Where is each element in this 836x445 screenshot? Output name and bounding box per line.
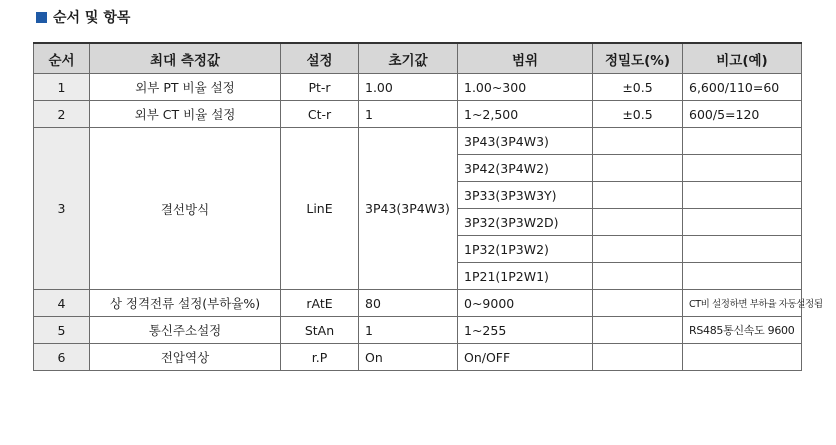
accuracy-value	[593, 290, 683, 317]
initial-value: 1	[359, 317, 458, 344]
wiring-option: 3P32(3P3W2D)	[458, 209, 593, 236]
column-header: 정밀도(%)	[593, 43, 683, 74]
initial-value: 80	[359, 290, 458, 317]
note-value	[683, 236, 802, 263]
row-number: 3	[34, 128, 90, 290]
accuracy-value	[593, 155, 683, 182]
wiring-option: 3P43(3P4W3)	[458, 128, 593, 155]
note-value: CT비 설정하면 부하율 자동설정됨	[683, 290, 802, 317]
setting-code: r.P	[281, 344, 359, 371]
section-heading	[36, 7, 130, 27]
note-value: 600/5=120	[683, 101, 802, 128]
row-number: 6	[34, 344, 90, 371]
column-header: 초기값	[359, 43, 458, 74]
initial-value: 1.00	[359, 74, 458, 101]
item-name: 상 정격전류 설정(부하율%)	[90, 290, 281, 317]
accuracy-value	[593, 128, 683, 155]
accuracy-value	[593, 263, 683, 290]
setting-code: LinE	[281, 128, 359, 290]
range-value: 0~9000	[458, 290, 593, 317]
setting-code: Pt-r	[281, 74, 359, 101]
note-value	[683, 263, 802, 290]
note-value	[683, 209, 802, 236]
section-title: 순서 및 항목	[53, 10, 131, 26]
column-header: 범위	[458, 43, 593, 74]
accuracy-value: ±0.5	[593, 101, 683, 128]
table-row	[34, 128, 802, 155]
table-row	[34, 74, 802, 101]
settings-table	[33, 42, 823, 371]
range-value: 1~2,500	[458, 101, 593, 128]
table-row	[34, 317, 802, 344]
column-header: 최대 측정값	[90, 43, 281, 74]
column-header: 설정	[281, 43, 359, 74]
table-row	[34, 290, 802, 317]
accuracy-value	[593, 236, 683, 263]
item-name: 전압역상	[90, 344, 281, 371]
initial-value: 3P43(3P4W3)	[359, 128, 458, 290]
range-value: 1~255	[458, 317, 593, 344]
table-header-row	[34, 43, 802, 74]
initial-value: 1	[359, 101, 458, 128]
note-value: 6,600/110=60	[683, 74, 802, 101]
setting-code: Ct-r	[281, 101, 359, 128]
item-name: 외부 CT 비율 설정	[90, 101, 281, 128]
note-value	[683, 344, 802, 371]
note-value	[683, 182, 802, 209]
item-name: 외부 PT 비율 설정	[90, 74, 281, 101]
table-row	[34, 101, 802, 128]
initial-value: On	[359, 344, 458, 371]
row-number: 1	[34, 74, 90, 101]
accuracy-value	[593, 317, 683, 344]
row-number: 4	[34, 290, 90, 317]
accuracy-value	[593, 344, 683, 371]
row-number: 2	[34, 101, 90, 128]
wiring-option: 1P32(1P3W2)	[458, 236, 593, 263]
wiring-option: 3P33(3P3W3Y)	[458, 182, 593, 209]
note-value	[683, 128, 802, 155]
item-name: 통신주소설정	[90, 317, 281, 344]
note-value: RS485통신속도 9600	[683, 317, 802, 344]
setting-code: StAn	[281, 317, 359, 344]
range-value: On/OFF	[458, 344, 593, 371]
accuracy-value	[593, 209, 683, 236]
range-value: 1.00~300	[458, 74, 593, 101]
note-value	[683, 155, 802, 182]
wiring-option: 3P42(3P4W2)	[458, 155, 593, 182]
wiring-option: 1P21(1P2W1)	[458, 263, 593, 290]
column-header: 비고(예)	[683, 43, 802, 74]
item-name: 결선방식	[90, 128, 281, 290]
accuracy-value	[593, 182, 683, 209]
accuracy-value: ±0.5	[593, 74, 683, 101]
setting-code: rAtE	[281, 290, 359, 317]
blue-square-icon	[36, 12, 47, 23]
table-row	[34, 344, 802, 371]
row-number: 5	[34, 317, 90, 344]
column-header: 순서	[34, 43, 90, 74]
